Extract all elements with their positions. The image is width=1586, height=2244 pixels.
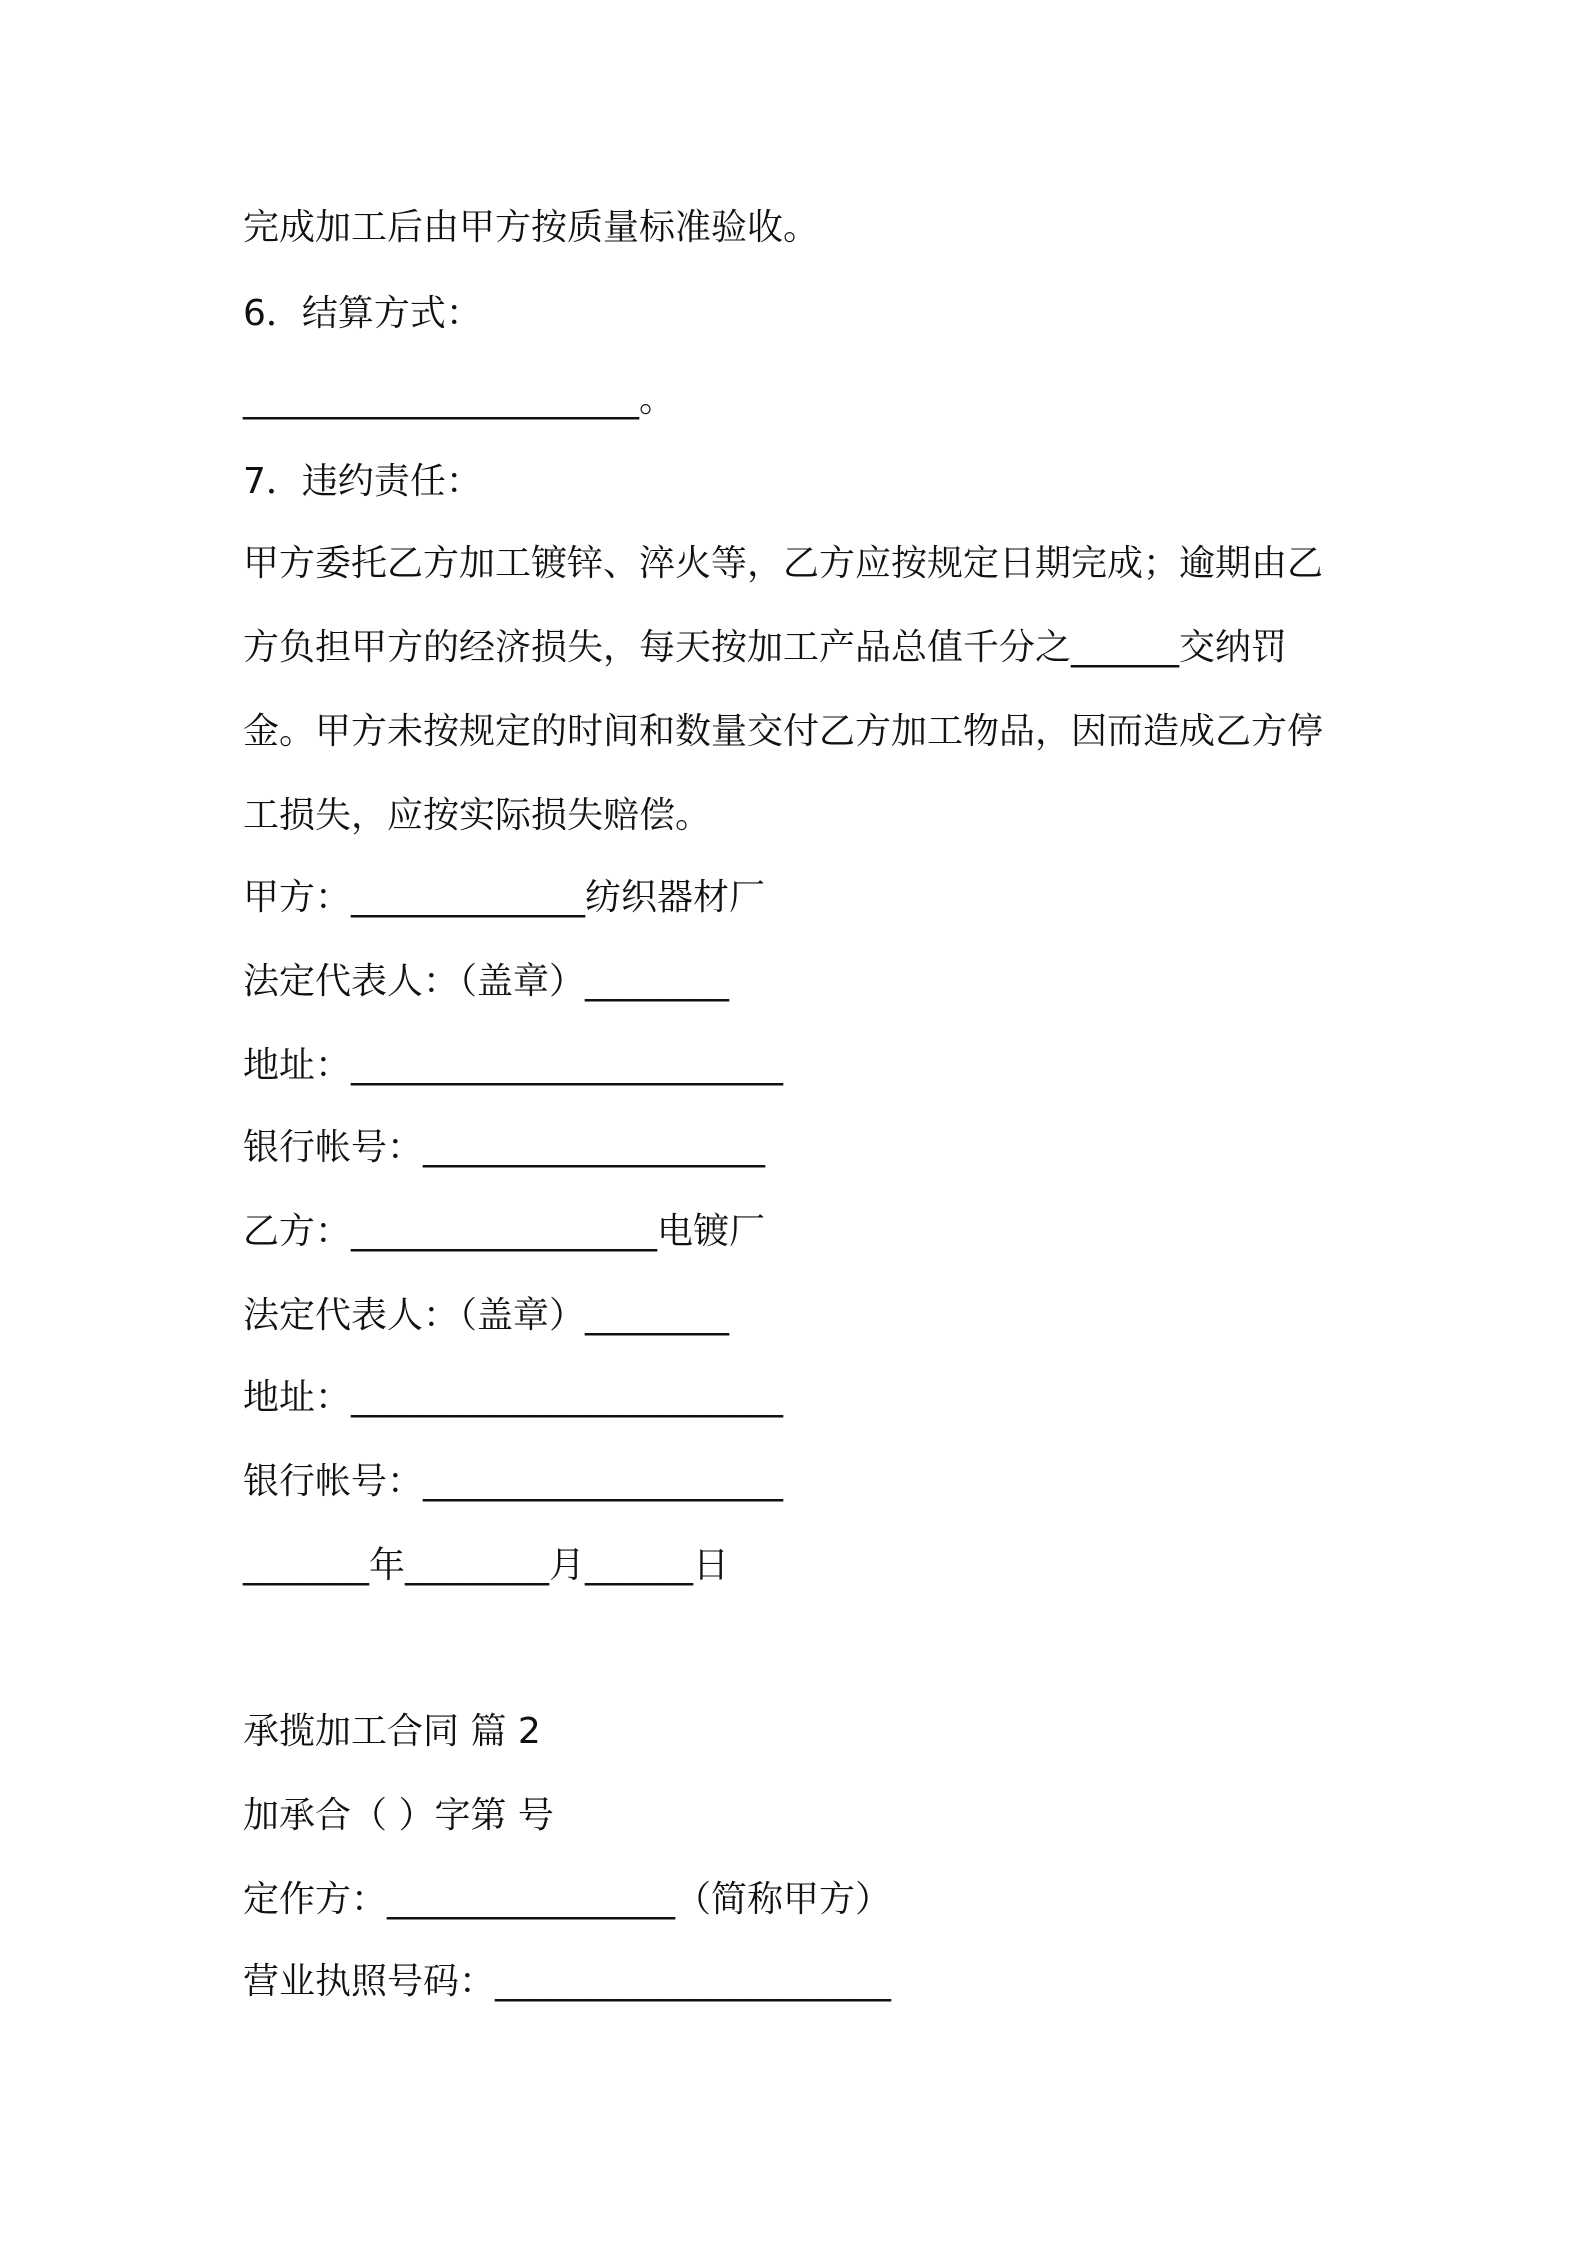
section-title-contract-2: 承揽加工合同 篇 2 [243, 1711, 541, 1752]
contract-number-line: 加承合（ ）字第 号 [243, 1795, 554, 1836]
party-a-address: 地址：________________________ [243, 1045, 784, 1086]
heading-breach-liability: 7．违约责任： [243, 461, 482, 502]
ordering-party-line: 定作方：________________（简称甲方） [243, 1879, 892, 1920]
text-line-acceptance: 完成加工后由甲方按质量标准验收。 [243, 207, 820, 248]
party-a-bank-account: 银行帐号：___________________ [243, 1127, 766, 1168]
party-b-bank-account: 银行帐号：____________________ [243, 1461, 784, 1502]
paragraph-line-4: 工损失，应按实际损失赔偿。 [243, 795, 712, 836]
date-line: _______年________月______日 [243, 1545, 729, 1586]
settlement-blank-line: ______________________。 [243, 379, 675, 420]
party-a-legal-rep: 法定代表人：（盖章）________ [243, 961, 730, 1002]
paragraph-line-2: 方负担甲方的经济损失，每天按加工产品总值千分之______交纳罚 [243, 627, 1288, 668]
paragraph-line-1: 甲方委托乙方加工镀锌、淬火等，乙方应按规定日期完成；逾期由乙 [243, 543, 1324, 584]
party-a-name: 甲方：_____________纺织器材厂 [243, 877, 766, 918]
heading-settlement-method: 6．结算方式： [243, 293, 482, 334]
party-b-name: 乙方：_________________电镀厂 [243, 1211, 766, 1252]
business-license-line: 营业执照号码：______________________ [243, 1961, 892, 2002]
party-b-legal-rep: 法定代表人：（盖章）________ [243, 1295, 730, 1336]
paragraph-line-3: 金。甲方未按规定的时间和数量交付乙方加工物品，因而造成乙方停 [243, 711, 1324, 752]
party-b-address: 地址：________________________ [243, 1377, 784, 1418]
